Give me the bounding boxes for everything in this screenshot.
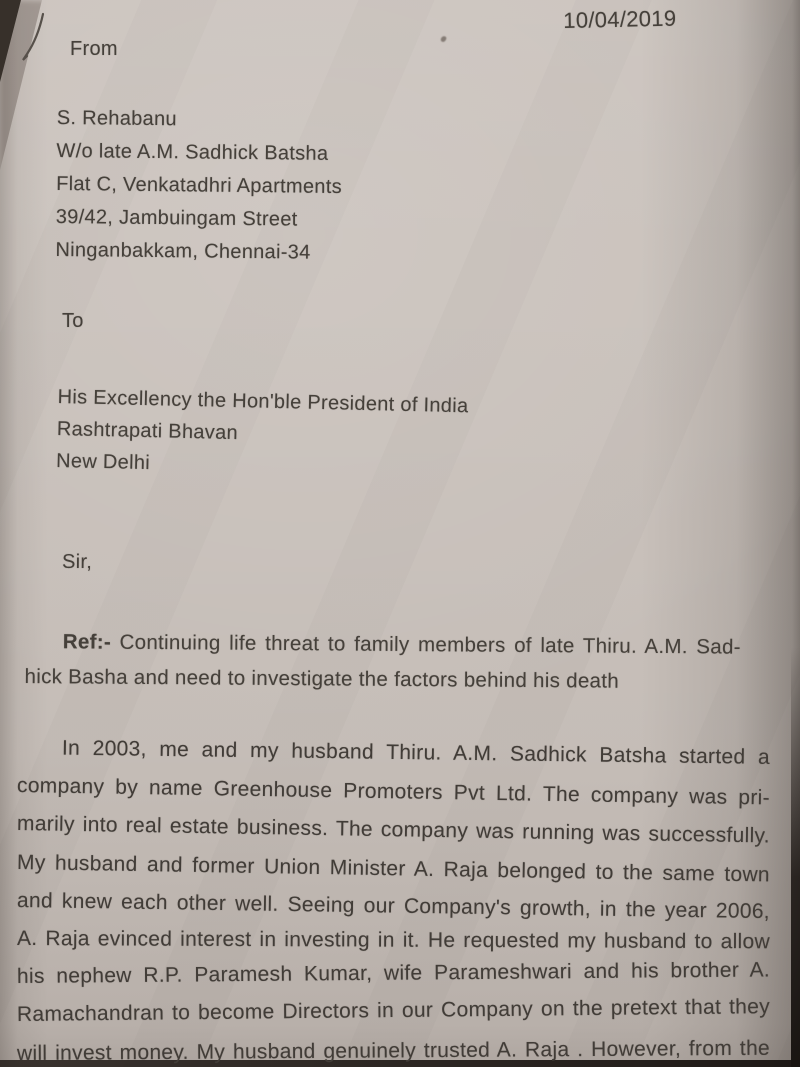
reference-line bbox=[25, 624, 741, 665]
from-label: From bbox=[70, 38, 118, 60]
body-line: In 2003, me and my husband Thiru. A.M. Sadhick Batsha started a bbox=[61, 736, 771, 769]
body-paragraph bbox=[17, 729, 770, 1067]
pen-tick-mark bbox=[16, 10, 50, 72]
sender-address-line: W/o late A.M. Sadhick Batsha bbox=[56, 139, 329, 165]
body-line: marily into real estate business. The company was running was successfully. bbox=[16, 812, 771, 848]
recipient-address-block bbox=[56, 381, 469, 486]
body-line: and knew each other well. Seeing our Company's growth, in the year 2006, bbox=[16, 888, 771, 923]
sender-address-line: Flat C, Venkatadhri Apartments bbox=[56, 172, 343, 198]
sender-name: S. Rehabanu bbox=[56, 106, 178, 131]
body-line: My husband and former Union Minister A. Raja belonged to the same town bbox=[16, 850, 771, 887]
to-label: To bbox=[62, 310, 84, 332]
body-line: will invest money. My husband genuinely trusted A. Raja . However, from the bbox=[16, 1036, 771, 1065]
recipient-line: New Delhi bbox=[55, 449, 151, 475]
letter-date: 10/04/2019 bbox=[563, 5, 677, 33]
body-line: Ramachandran to become Directors in our Company on the pretext that they bbox=[16, 995, 771, 1027]
reference-text: Continuing life threat to family members of late Thiru. A.M. Sad- bbox=[110, 630, 741, 659]
photo-edge-shadow-right bbox=[791, 647, 800, 1067]
reference-heading bbox=[24, 624, 741, 700]
body-line: company by name Greenhouse Promoters Pvt Ltd. The company was pri- bbox=[16, 774, 771, 810]
salutation: Sir, bbox=[61, 550, 93, 574]
sender-address-line: Ninganbakkam, Chennai-34 bbox=[55, 238, 311, 264]
recipient-line: His Excellency the Hon'ble President of India bbox=[57, 385, 469, 418]
sender-address-block bbox=[55, 102, 343, 270]
reference-line: hick Basha and need to investigate the factors behind his death bbox=[24, 664, 620, 693]
body-line: A. Raja evinced interest in investing in it. He requested my husband to allow bbox=[16, 927, 771, 954]
recipient-line: Rashtrapati Bhavan bbox=[56, 417, 239, 445]
reference-label: Ref:- bbox=[62, 630, 112, 654]
body-line: his nephew R.P. Paramesh Kumar, wife Parameshwari and his brother A. bbox=[16, 958, 771, 989]
sender-address-line: 39/42, Jambuingam Street bbox=[55, 205, 298, 231]
